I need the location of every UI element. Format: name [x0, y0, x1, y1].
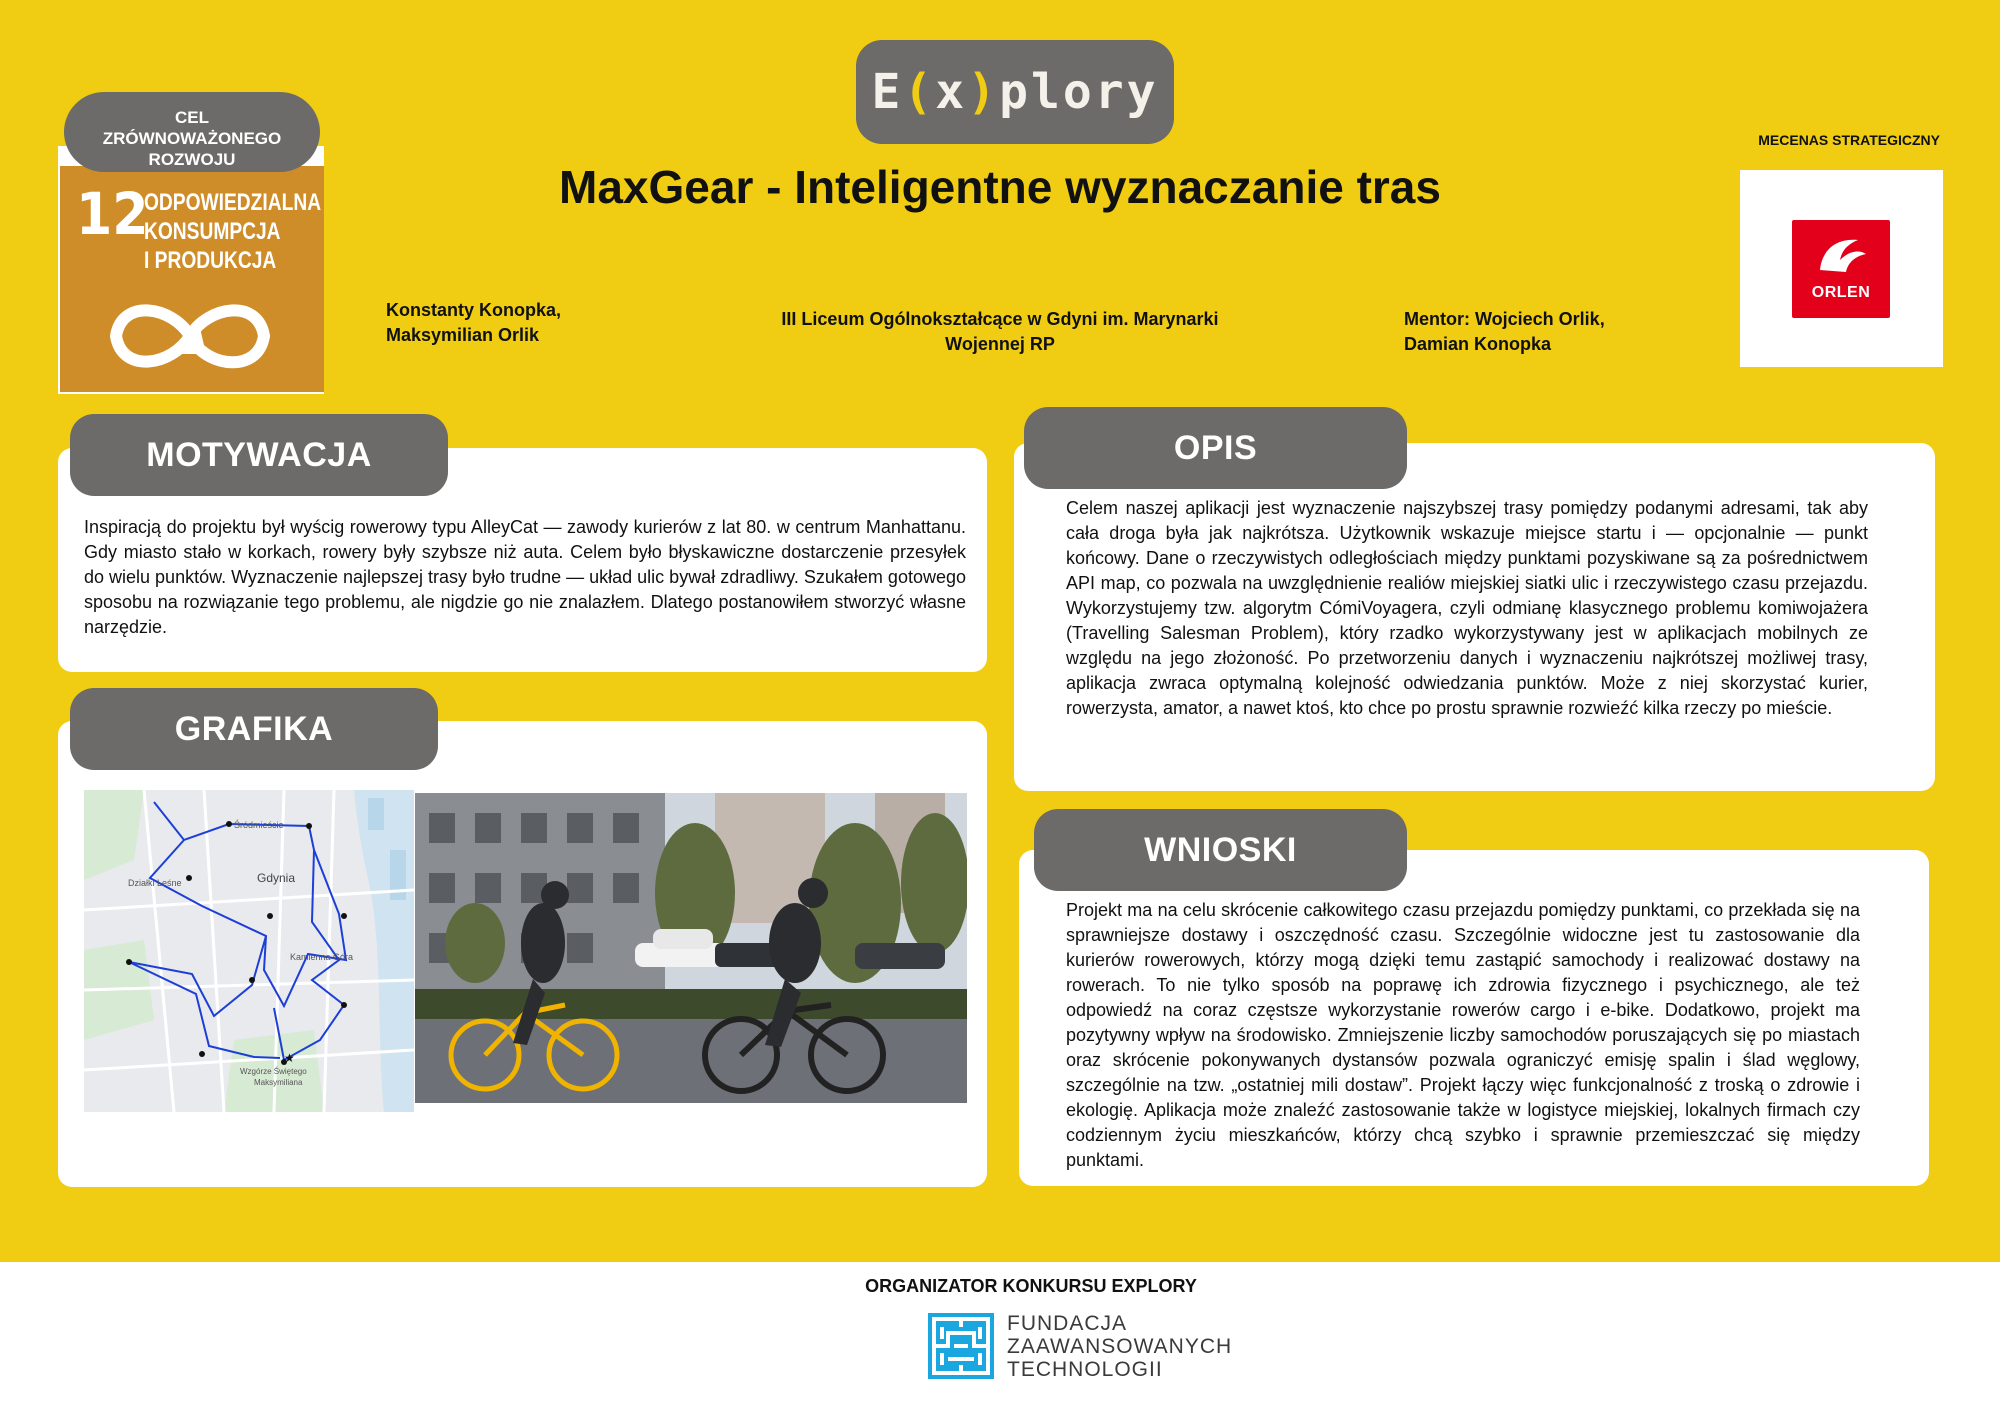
orlen-logo — [1792, 220, 1890, 318]
opis-text: Celem naszej aplikacji jest wyznaczenie najszybszej trasy pomiędzy podanymi adresami, tak aby cała droga była jak najkrótsza. Użytkownik wskazuje miejsce startu i — opcjonalnie — punkt końcowy. Dane o rzeczywistych odległościach między punktami pozyskiwane są za pośrednictwem API map, co pozwala na uwzględnienie realiów miejskiej siatki ulic i rzeczywistego czasu przejazdu. Wykorzystujemy tzw. algorytm CómiVoyagera, czyli odmianę klasycznego problemu komiwojażera (Travelling Salesman Problem), który rzadko wykorzystywany jest w aplikacjach mobilnych ze względu na jego złożoność. Po przetworzeniu danych i wyznaczeniu najkrótszej możliwej trasy, aplikacja zwraca optymalną kolejność odwiedzania punktów. Może z niej skorzystać kurier, rowerzysta, amator, a nawet ktoś, kto chce po prostu sprawnie rozwieźć kilka rzeczy po mieście. — [1066, 498, 1868, 718]
sdg-pill — [64, 92, 320, 172]
map-label-kamienna: Kamienna Góra — [290, 952, 354, 962]
map-label-dzialki: Działki Leśne — [128, 878, 182, 888]
sdg-pill-label: CEL ZRÓWNOWAŻONEGO ROZWOJU — [102, 107, 282, 169]
cyclists-photo — [415, 793, 967, 1103]
grafika-heading: GRAFIKA — [70, 688, 438, 770]
authors: Konstanty Konopka, Maksymilian Orlik — [386, 300, 562, 345]
wnioski-text: Projekt ma na celu skrócenie całkowitego czasu przejazdu pomiędzy punktami, co przekłada się na sprawniejsze dostawy i oszczędność czasu. Szczególnie widoczne jest tu zastosowanie dla kurierów rowerowych, którzy mogą dzięki temu zastąpić samochody i realizować dostawy na rowerach. To nie tylko sposób na poprawę ich zdrowia fizycznego i psychicznego, ale też odpowiedź na coraz częstsze wykorzystanie rowerów cargo i e-bike. Dodatkowo, projekt ma pozytywny wpływ na środowisko. Zmniejszenie liczby samochodów poruszających się po miastach oraz skrócenie pokonywanych dystansów pozwala ograniczyć emisję spalin i ślad węglowy, szczególnie na tzw. „ostatniej mili dostaw”. Projekt łączy więc funkcjonalność z troską o zdrowie i ekologię. Aplikacja może znaleźć zastosowanie także w logistyce miejskiej, lokalnych firmach czy codziennym życiu mieszkańców, którzy chcą szybko i sprawnie przemieszczać się między punktami. — [1066, 900, 1860, 1170]
opis-heading: OPIS — [1024, 407, 1407, 489]
sponsor-box — [1740, 170, 1943, 367]
sdg-goal-tile — [60, 166, 324, 392]
fzt-logo-text: FUNDACJA ZAAWANSOWANYCH TECHNOLOGII — [1007, 1312, 1233, 1381]
infinity-arrow-icon — [102, 292, 278, 380]
map-label-srodmiescie: Śródmieście — [234, 820, 284, 830]
motywacja-heading: MOTYWACJA — [70, 414, 448, 496]
sponsor-label: MECENAS STRATEGICZNY — [1758, 132, 1940, 148]
map-label-wzgorze-line2: Maksymiliana — [254, 1078, 303, 1087]
school-name: III Liceum Ogólnokształcące w Gdyni im. Marynarki Wojennej RP — [781, 309, 1219, 354]
motywacja-text: Inspiracją do projektu był wyścig rowerowy typu AlleyCat — zawody kurierów z lat 80. w centrum Manhattanu. Gdy miasto stało w korkach, rowery były szybsze niż auta. Celem było błyskawiczne dostarczenie przesyłek do wielu punktów. Wyznaczenie najlepszej trasy było trudne — układ ulic bywał zdradliwy. Szukałem gotowego sposobu na rozwiązanie tego problemu, ale nigdzie go nie znalazłem. Dlatego postanowiłem stworzyć własne narzędzie. — [84, 517, 966, 637]
map-label-wzgorze-line1: Wzgórze Świętego — [240, 1067, 307, 1076]
svg-text:★: ★ — [284, 1051, 295, 1065]
orlen-eagle-icon — [1792, 220, 1890, 280]
fzt-logo-icon — [928, 1313, 994, 1379]
organizer-label: ORGANIZATOR KONKURSU EXPLORY — [865, 1276, 1197, 1296]
cyclists-photo-illustration — [415, 793, 967, 1103]
sdg-goal-number: 12 — [76, 180, 149, 248]
orlen-logo-text: ORLEN — [1811, 284, 1871, 301]
route-map-image — [84, 790, 414, 1112]
explory-logo-text: E(x)plory — [871, 64, 1159, 120]
map-label-gdynia: Gdynia — [257, 871, 296, 885]
explory-logo — [856, 40, 1174, 144]
route-map — [84, 790, 414, 1112]
sdg-goal-label: ODPOWIEDZIALNA KONSUMPCJA I PRODUKCJA — [144, 189, 322, 274]
wnioski-heading: WNIOSKI — [1034, 809, 1407, 891]
page-title: MaxGear - Inteligentne wyznaczanie tras — [559, 161, 1441, 213]
mentor: Mentor: Wojciech Orlik, Damian Konopka — [1404, 309, 1605, 354]
